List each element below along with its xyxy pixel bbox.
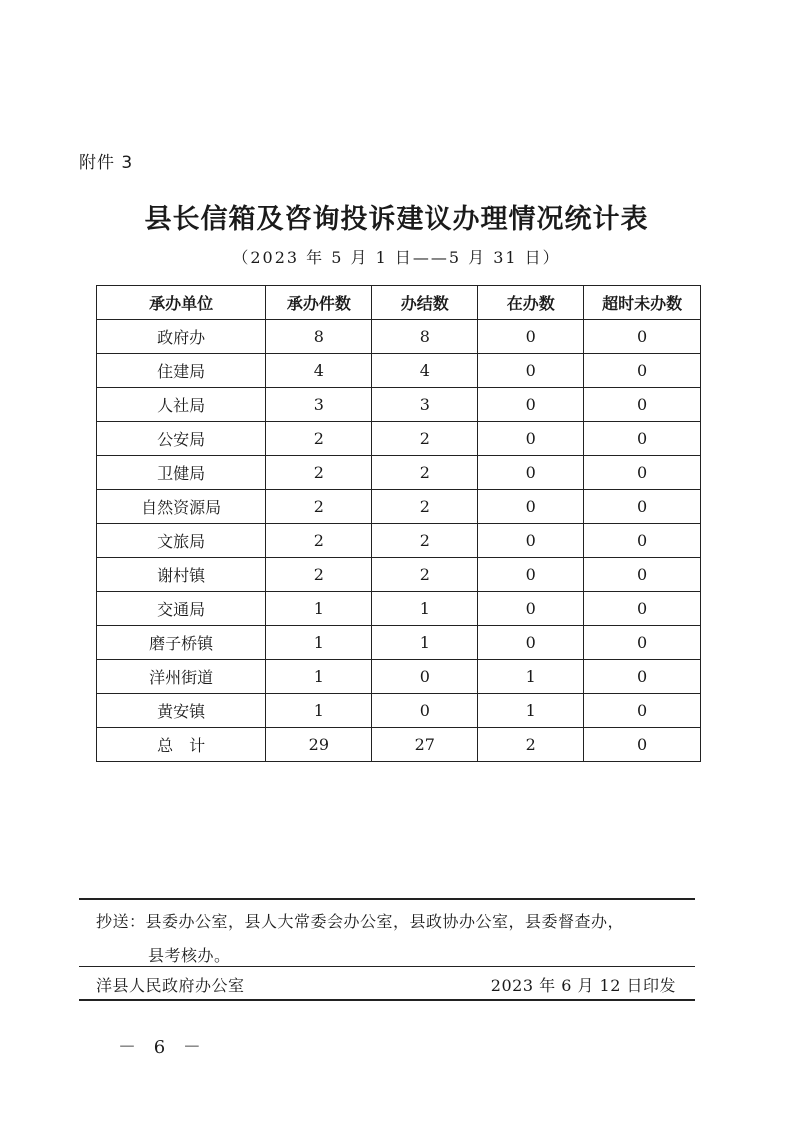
cell-in-progress: 0 [478, 592, 584, 626]
issue-date: 2023 年 6 月 12 日印发 [490, 976, 676, 995]
cell-unit: 住建局 [97, 354, 266, 388]
attachment-label: 附件 3 [79, 153, 134, 173]
cell-received: 3 [266, 388, 372, 422]
cell-completed: 2 [372, 490, 478, 524]
cell-completed: 0 [372, 694, 478, 728]
cell-overdue: 0 [584, 388, 701, 422]
table-body [97, 320, 701, 762]
cell-in-progress: 0 [478, 388, 584, 422]
cell-unit: 洋州街道 [97, 660, 266, 694]
statistics-table [96, 285, 701, 762]
footer-middle-rule [79, 966, 695, 967]
cell-overdue: 0 [584, 524, 701, 558]
date-range-subtitle: （2023 年 5 月 1 日——5 月 31 日） [232, 248, 561, 267]
cell-completed: 1 [372, 592, 478, 626]
cell-overdue: 0 [584, 422, 701, 456]
cc-line-1 [96, 905, 696, 939]
cell-completed: 1 [372, 626, 478, 660]
cell-in-progress: 0 [478, 456, 584, 490]
cc-recipients-1: 县委办公室，县人大常委会办公室，县政协办公室，县委督查办， [145, 912, 625, 931]
footer-bottom-rule [79, 999, 695, 1001]
table-row [97, 592, 701, 626]
cell-unit: 谢村镇 [97, 558, 266, 592]
cc-label: 抄送： [96, 912, 146, 931]
table-row [97, 456, 701, 490]
cell-unit: 磨子桥镇 [97, 626, 266, 660]
cell-received: 2 [266, 490, 372, 524]
cell-received: 2 [266, 558, 372, 592]
cell-completed: 2 [372, 456, 478, 490]
table-row [97, 524, 701, 558]
table-row [97, 388, 701, 422]
cell-received: 2 [266, 524, 372, 558]
cell-received: 1 [266, 626, 372, 660]
cell-unit: 卫健局 [97, 456, 266, 490]
cell-completed: 0 [372, 660, 478, 694]
cell-overdue: 0 [584, 456, 701, 490]
header-unit: 承办单位 [97, 286, 266, 320]
table-row [97, 660, 701, 694]
cell-overdue: 0 [584, 558, 701, 592]
issuing-office: 洋县人民政府办公室 [96, 976, 245, 995]
cell-received: 1 [266, 592, 372, 626]
cell-unit: 黄安镇 [97, 694, 266, 728]
cell-unit: 文旅局 [97, 524, 266, 558]
cell-received: 29 [266, 728, 372, 762]
cell-in-progress: 1 [478, 660, 584, 694]
footer-top-rule [79, 898, 695, 900]
table-row [97, 354, 701, 388]
table-total-row [97, 728, 701, 762]
cell-in-progress: 0 [478, 422, 584, 456]
cell-received: 2 [266, 456, 372, 490]
cell-in-progress: 0 [478, 524, 584, 558]
cc-block [96, 905, 696, 973]
page-number: － 6 － [118, 1037, 207, 1058]
cell-overdue: 0 [584, 320, 701, 354]
table-row [97, 490, 701, 524]
document-title: 县长信箱及咨询投诉建议办理情况统计表 [144, 204, 649, 235]
cell-in-progress: 1 [478, 694, 584, 728]
cell-completed: 27 [372, 728, 478, 762]
cell-completed: 2 [372, 558, 478, 592]
cell-in-progress: 0 [478, 558, 584, 592]
table-row [97, 558, 701, 592]
cell-unit: 人社局 [97, 388, 266, 422]
cell-in-progress: 0 [478, 320, 584, 354]
header-in-progress: 在办数 [478, 286, 584, 320]
cell-received: 8 [266, 320, 372, 354]
cell-completed: 4 [372, 354, 478, 388]
cell-in-progress: 0 [478, 354, 584, 388]
cell-in-progress: 0 [478, 626, 584, 660]
cell-received: 1 [266, 694, 372, 728]
cell-completed: 3 [372, 388, 478, 422]
table-header-row [97, 286, 701, 320]
cell-unit: 政府办 [97, 320, 266, 354]
cell-in-progress: 0 [478, 490, 584, 524]
cell-completed: 8 [372, 320, 478, 354]
header-overdue: 超时未办数 [584, 286, 701, 320]
cell-unit: 自然资源局 [97, 490, 266, 524]
cell-overdue: 0 [584, 626, 701, 660]
table-row [97, 422, 701, 456]
cell-overdue: 0 [584, 490, 701, 524]
header-completed: 办结数 [372, 286, 478, 320]
cell-overdue: 0 [584, 728, 701, 762]
cell-received: 4 [266, 354, 372, 388]
cell-completed: 2 [372, 422, 478, 456]
header-received: 承办件数 [266, 286, 372, 320]
table-row [97, 626, 701, 660]
cell-overdue: 0 [584, 354, 701, 388]
cell-received: 1 [266, 660, 372, 694]
cell-unit: 总 计 [97, 728, 266, 762]
cell-completed: 2 [372, 524, 478, 558]
cell-unit: 交通局 [97, 592, 266, 626]
cell-unit: 公安局 [97, 422, 266, 456]
cell-in-progress: 2 [478, 728, 584, 762]
cell-overdue: 0 [584, 660, 701, 694]
cc-recipients-2: 县考核办。 [148, 946, 231, 965]
table-row [97, 320, 701, 354]
table-row [97, 694, 701, 728]
cell-overdue: 0 [584, 694, 701, 728]
cell-received: 2 [266, 422, 372, 456]
cell-overdue: 0 [584, 592, 701, 626]
